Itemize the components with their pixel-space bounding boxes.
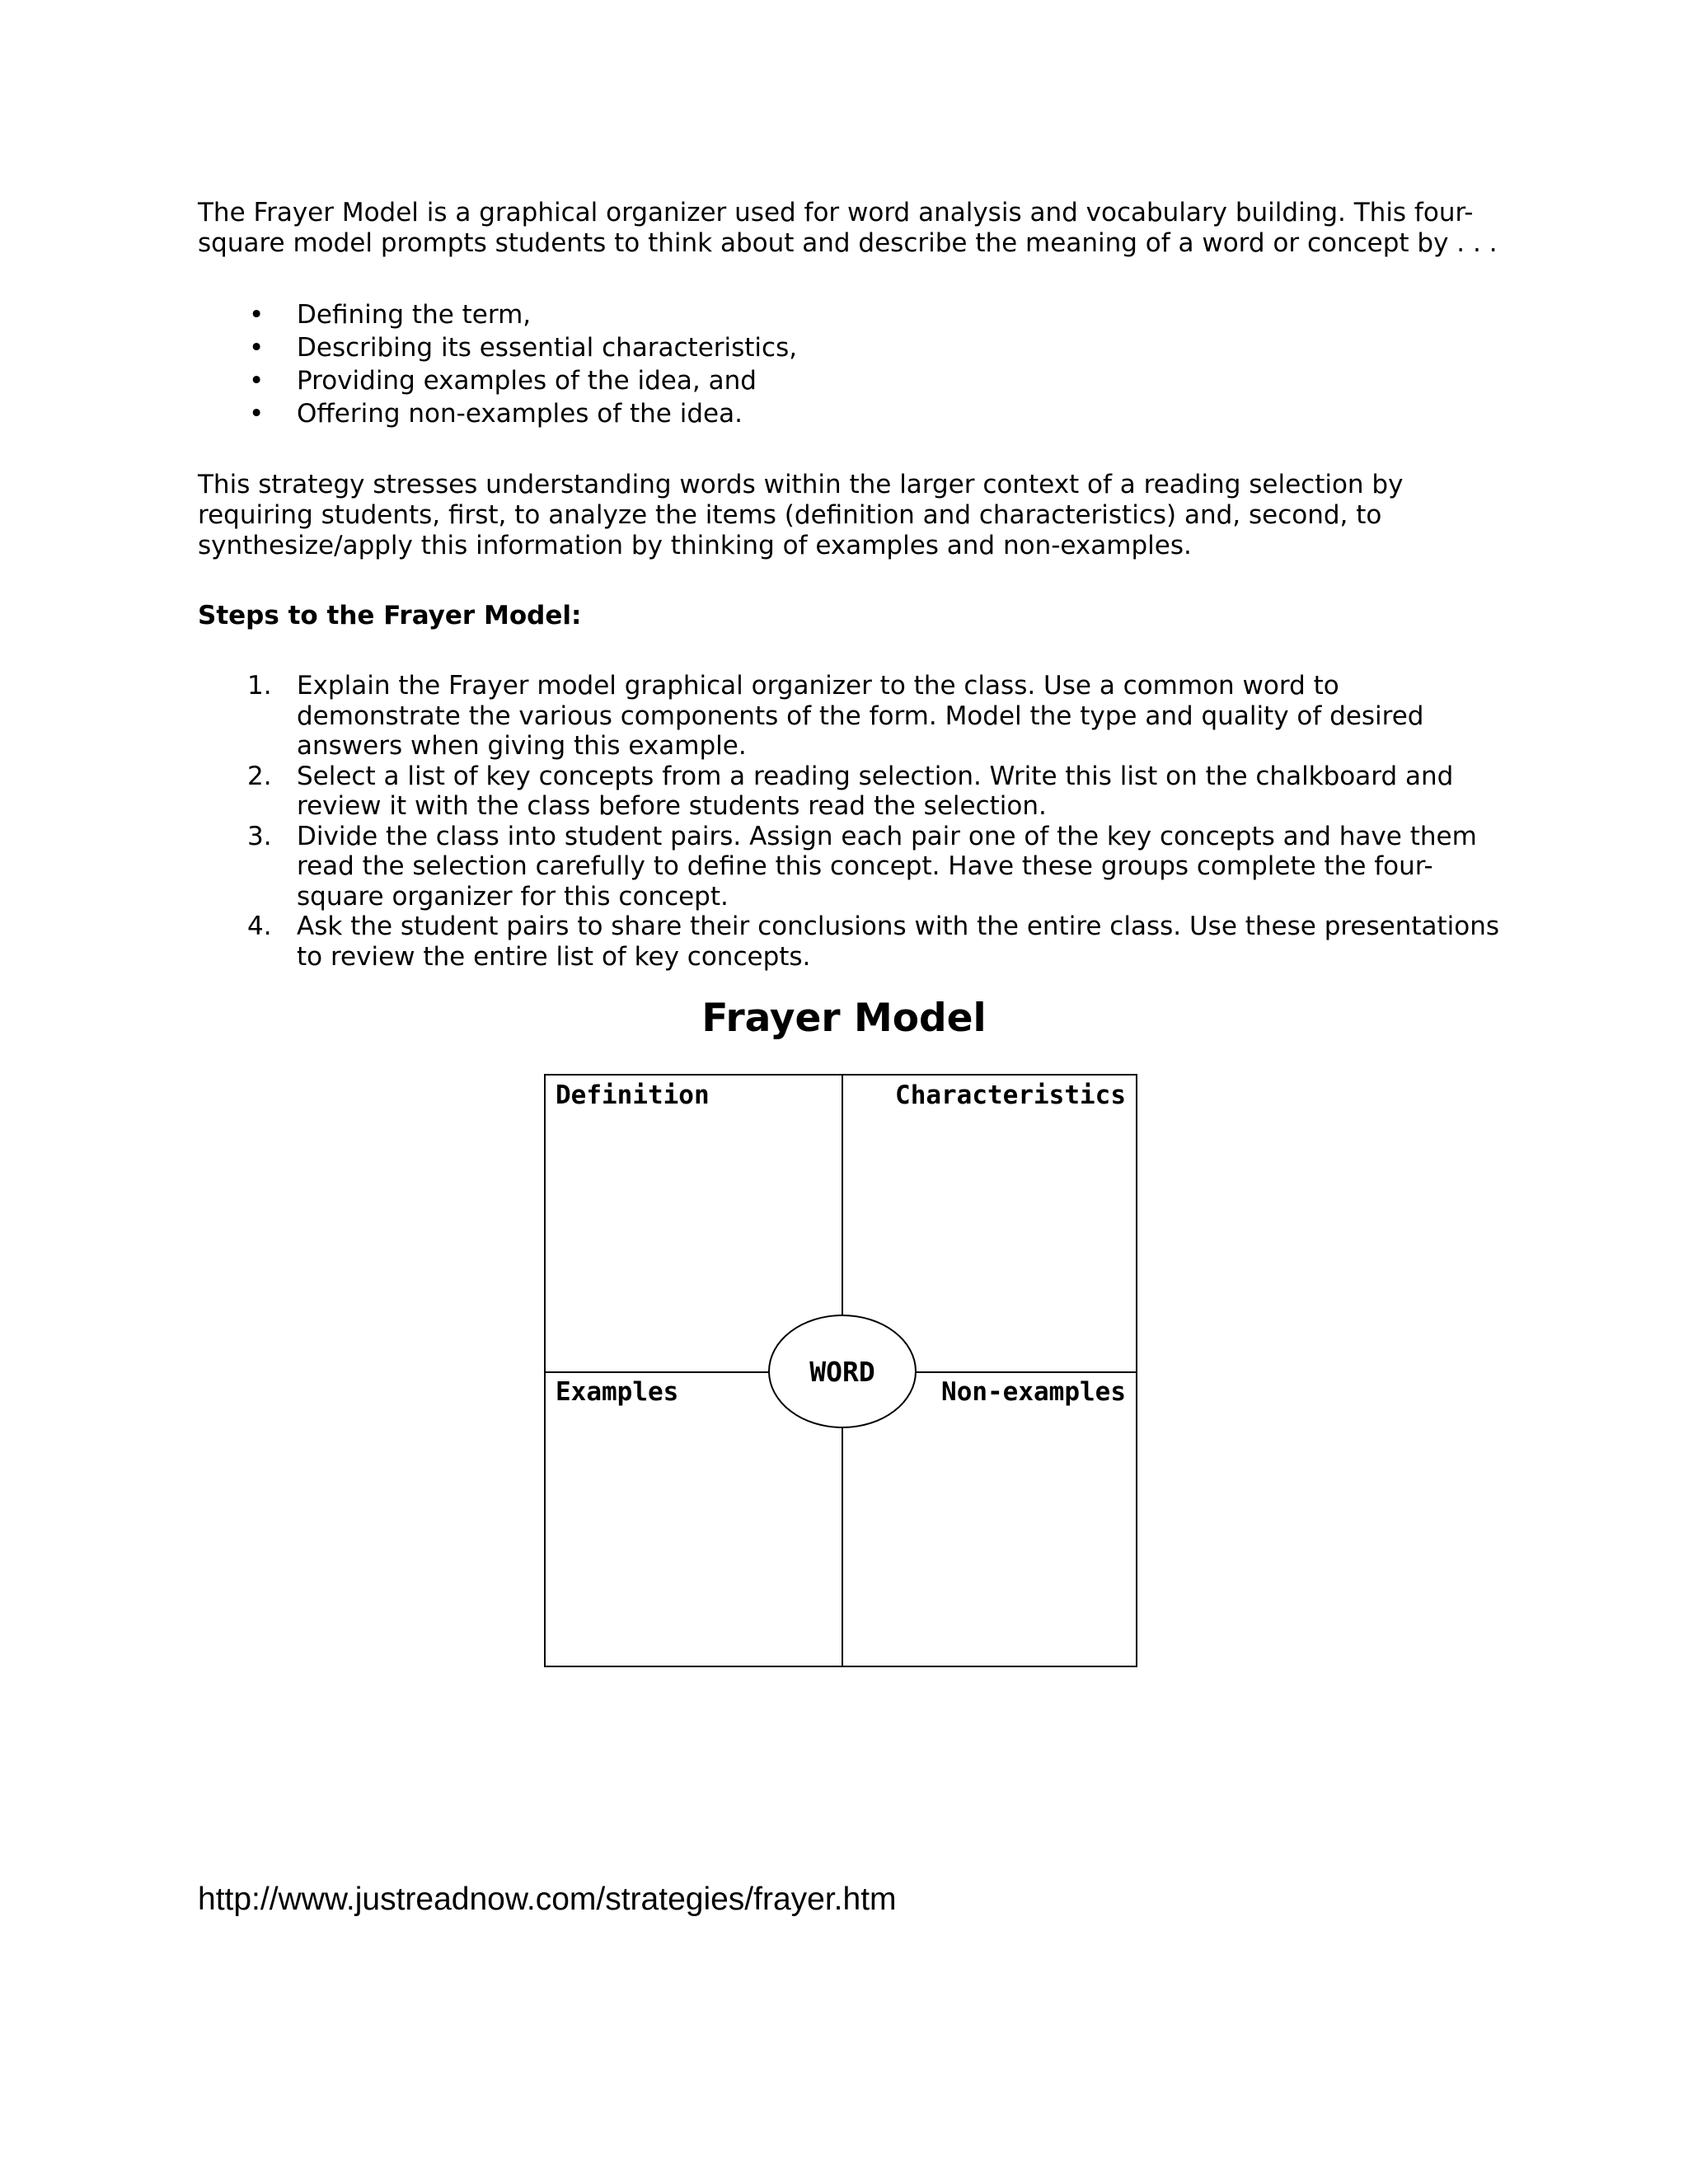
bullet-icon: • (249, 300, 265, 330)
list-item: 1. Explain the Frayer model graphical organizer to the class. Use a common word to demonstrate the various components of the form. Model the type and quality of desired answers when giving this example. (247, 671, 1424, 761)
step-number: 1. (247, 671, 272, 701)
list-item: 3. Divide the class into student pairs. Assign each pair one of the key concepts and have them read the selection carefully to define this concept. Have these groups complete the four-square organizer for this concept. (247, 821, 1477, 912)
list-item: • Offering non-examples of the idea. (249, 399, 743, 429)
list-item: 2. Select a list of key concepts from a reading selection. Write this list on the chalkboard and review it with the class before students read the selection. (247, 761, 1454, 821)
frayer-model-title: Frayer Model (701, 996, 987, 1041)
frayer-model-grid (544, 1074, 1137, 1667)
examples-label: Examples (556, 1377, 679, 1407)
list-item: • Defining the term, (249, 300, 532, 330)
intro-paragraph: The Frayer Model is a graphical organizer used for word analysis and vocabulary building. This four-square model prompts students to think about and describe the meaning of a word or concept by . . . (198, 198, 1498, 258)
step-number: 3. (247, 821, 272, 851)
bullet-icon: • (249, 333, 265, 363)
definition-label: Definition (556, 1080, 710, 1110)
word-label: WORD (809, 1355, 875, 1388)
steps-heading: Steps to the Frayer Model: (198, 601, 582, 630)
strategy-paragraph: This strategy stresses understanding words within the larger context of a reading selection by requiring students, first, to analyze the items (definition and characteristics) and, second, to synthesize/apply this information by thinking of examples and non-examples. (198, 470, 1404, 560)
bullet-icon: • (249, 399, 265, 429)
step-number: 2. (247, 761, 272, 791)
list-item: 4. Ask the student pairs to share their conclusions with the entire class. Use these presentations to review the entire list of key concepts. (247, 912, 1500, 972)
steps-list (198, 671, 1500, 972)
bullet-icon: • (249, 366, 265, 396)
list-item: • Providing examples of the idea, and (249, 366, 757, 396)
step-number: 4. (247, 912, 272, 941)
word-oval (768, 1315, 917, 1428)
source-url: http://www.justreadnow.com/strategies/frayer.htm (198, 1882, 897, 1917)
document-body (198, 198, 1500, 972)
characteristics-label: Characteristics (895, 1080, 1126, 1110)
list-item: • Describing its essential characteristics, (249, 333, 798, 363)
intro-bullet-list (198, 298, 1500, 430)
non-examples-label: Non-examples (941, 1377, 1126, 1407)
